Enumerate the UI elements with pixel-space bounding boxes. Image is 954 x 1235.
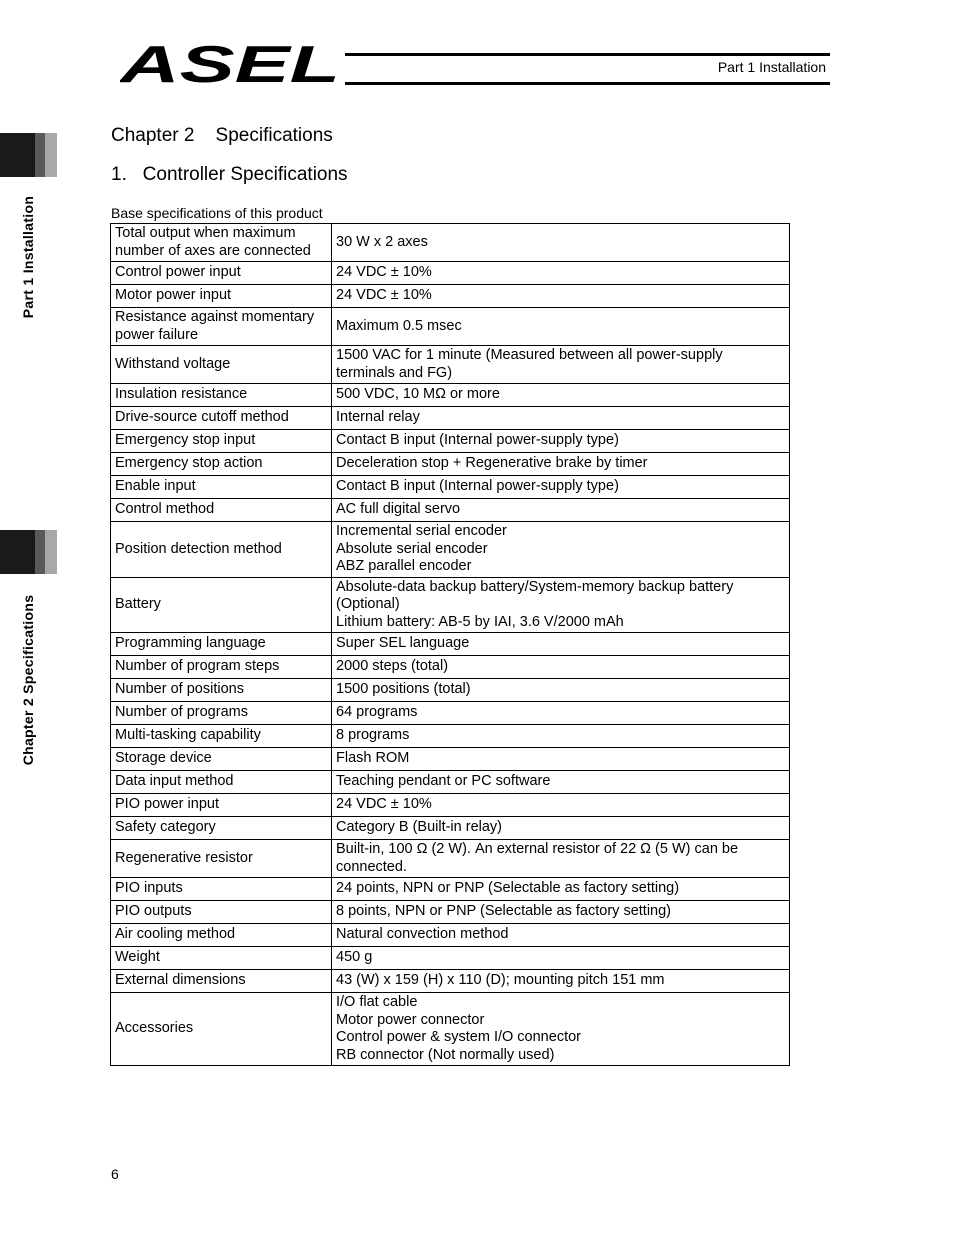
spec-value: Category B (Built-in relay)	[332, 817, 790, 840]
section-title: 1. Controller Specifications	[111, 164, 348, 185]
spec-item: Withstand voltage	[111, 346, 332, 384]
spec-value: AC full digital servo	[332, 499, 790, 522]
spec-value: 24 VDC ± 10%	[332, 262, 790, 285]
spec-item: Programming language	[111, 633, 332, 656]
spec-value: 450 g	[332, 947, 790, 970]
table-row	[111, 702, 790, 725]
spec-value: 24 points, NPN or PNP (Selectable as factory setting)	[332, 878, 790, 901]
table-row	[111, 285, 790, 308]
spec-item: Number of programs	[111, 702, 332, 725]
spec-item: Enable input	[111, 476, 332, 499]
spec-item: PIO power input	[111, 794, 332, 817]
table-row	[111, 817, 790, 840]
logo-text: ASEL	[120, 38, 341, 86]
spec-value: Flash ROM	[332, 748, 790, 771]
table-row	[111, 262, 790, 285]
table-row	[111, 771, 790, 794]
spec-value: Incremental serial encoder Absolute serial encoder ABZ parallel encoder	[332, 522, 790, 578]
spec-item: Emergency stop action	[111, 453, 332, 476]
spec-item: External dimensions	[111, 970, 332, 993]
table-row	[111, 346, 790, 384]
spec-item: Accessories	[111, 993, 332, 1066]
spec-item: Data input method	[111, 771, 332, 794]
spec-value: Absolute-data backup battery/System-memory backup battery (Optional) Lithium battery: AB-5 by IAI, 3.6 V/2000 mAh	[332, 577, 790, 633]
table-row	[111, 901, 790, 924]
table-row	[111, 522, 790, 578]
table-row	[111, 430, 790, 453]
spec-item: Weight	[111, 947, 332, 970]
header-line-bottom	[345, 82, 830, 85]
page-number: 6	[111, 1166, 119, 1182]
side-tab-label-part1: Part 1 Installation	[20, 195, 36, 319]
spec-item: Safety category	[111, 817, 332, 840]
spec-value: Natural convection method	[332, 924, 790, 947]
spec-item: Drive-source cutoff method	[111, 407, 332, 430]
spec-value: Contact B input (Internal power-supply type)	[332, 476, 790, 499]
table-row	[111, 224, 790, 262]
specifications-table-body	[111, 224, 790, 1066]
spec-value: 64 programs	[332, 702, 790, 725]
spec-item: Regenerative resistor	[111, 840, 332, 878]
table-row	[111, 970, 790, 993]
table-row	[111, 577, 790, 633]
spec-value: Teaching pendant or PC software	[332, 771, 790, 794]
spec-item: PIO outputs	[111, 901, 332, 924]
spec-item: Number of positions	[111, 679, 332, 702]
spec-item: Position detection method	[111, 522, 332, 578]
table-row	[111, 679, 790, 702]
table-row	[111, 476, 790, 499]
spec-item: Battery	[111, 577, 332, 633]
spec-value: Contact B input (Internal power-supply type)	[332, 430, 790, 453]
spec-value: Internal relay	[332, 407, 790, 430]
spec-value: 24 VDC ± 10%	[332, 285, 790, 308]
header-rule	[345, 53, 830, 85]
table-row	[111, 794, 790, 817]
spec-value: 1500 VAC for 1 minute (Measured between all power-supply terminals and FG)	[332, 346, 790, 384]
spec-item: Multi-tasking capability	[111, 725, 332, 748]
table-row	[111, 384, 790, 407]
table-row	[111, 878, 790, 901]
spec-item: Control method	[111, 499, 332, 522]
spec-item: Motor power input	[111, 285, 332, 308]
table-row	[111, 924, 790, 947]
spec-value: 1500 positions (total)	[332, 679, 790, 702]
spec-value: 2000 steps (total)	[332, 656, 790, 679]
specifications-table	[110, 223, 790, 1066]
asel-logo	[120, 38, 345, 91]
asel-logo-graphic	[120, 38, 345, 86]
table-row	[111, 947, 790, 970]
spec-value: 8 points, NPN or PNP (Selectable as factory setting)	[332, 901, 790, 924]
table-row	[111, 633, 790, 656]
spec-item: PIO inputs	[111, 878, 332, 901]
spec-value: 8 programs	[332, 725, 790, 748]
spec-value: 24 VDC ± 10%	[332, 794, 790, 817]
table-row	[111, 407, 790, 430]
side-tab-label-chapter2: Chapter 2 Specifications	[20, 594, 36, 766]
spec-value: Deceleration stop + Regenerative brake by timer	[332, 453, 790, 476]
table-row	[111, 993, 790, 1066]
spec-value: Super SEL language	[332, 633, 790, 656]
chapter-title: Chapter 2 Specifications	[111, 125, 333, 146]
header-part-label: Part 1 Installation	[717, 59, 826, 75]
spec-item: Total output when maximum number of axes are connected	[111, 224, 332, 262]
spec-value: Maximum 0.5 msec	[332, 308, 790, 346]
table-row	[111, 499, 790, 522]
spec-item: Insulation resistance	[111, 384, 332, 407]
header-line-top	[345, 53, 830, 56]
spec-item: Air cooling method	[111, 924, 332, 947]
table-caption: Base specifications of this product	[111, 205, 323, 221]
spec-item: Emergency stop input	[111, 430, 332, 453]
side-tab-block-part1	[0, 133, 57, 177]
spec-value: Built-in, 100 Ω (2 W). An external resistor of 22 Ω (5 W) can be connected.	[332, 840, 790, 878]
spec-item: Number of program steps	[111, 656, 332, 679]
table-row	[111, 656, 790, 679]
spec-value: 30 W x 2 axes	[332, 224, 790, 262]
table-row	[111, 725, 790, 748]
spec-item: Control power input	[111, 262, 332, 285]
spec-value: 43 (W) x 159 (H) x 110 (D); mounting pitch 151 mm	[332, 970, 790, 993]
spec-value: I/O flat cable Motor power connector Control power & system I/O connector RB connector (Not normally used)	[332, 993, 790, 1066]
spec-value: 500 VDC, 10 MΩ or more	[332, 384, 790, 407]
table-row	[111, 748, 790, 771]
table-row	[111, 308, 790, 346]
side-tab-block-chapter2	[0, 530, 57, 574]
table-row	[111, 453, 790, 476]
spec-item: Resistance against momentary power failure	[111, 308, 332, 346]
table-row	[111, 840, 790, 878]
spec-item: Storage device	[111, 748, 332, 771]
